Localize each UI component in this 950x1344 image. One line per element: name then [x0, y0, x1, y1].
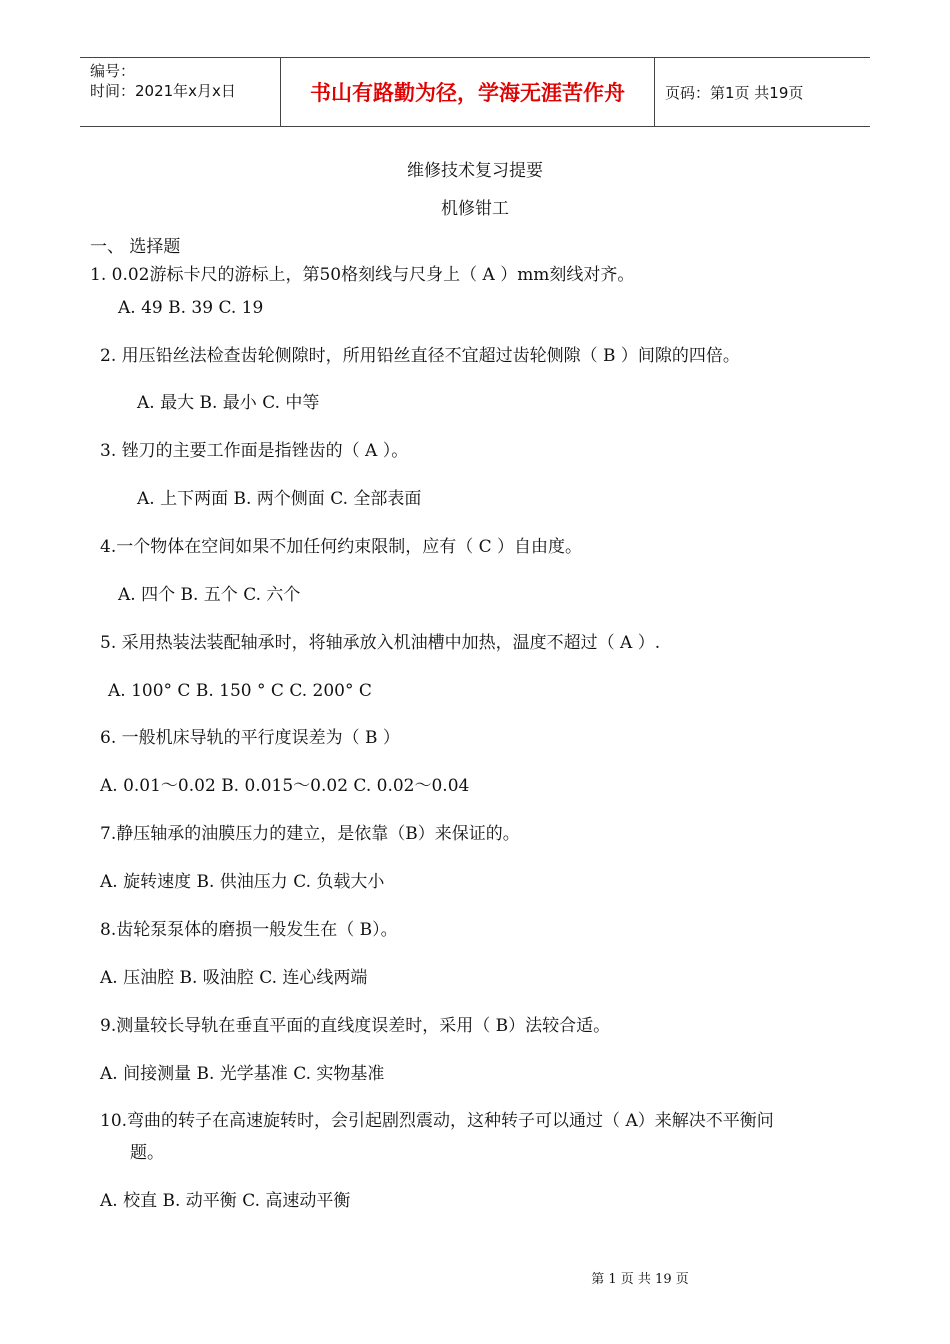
options-line: A. 旋转速度 B. 供油压力 C. 负载大小	[100, 872, 385, 892]
options-line: A. 上下两面 B. 两个侧面 C. 全部表面	[137, 489, 422, 509]
options-line: A. 0.01～0.02 B. 0.015～0.02 C. 0.02～0.04	[100, 776, 470, 796]
options-line: A. 间接测量 B. 光学基准 C. 实物基准	[100, 1064, 385, 1084]
section-heading: 一、 选择题	[90, 237, 181, 257]
question-line: 3. 锉刀的主要工作面是指锉齿的（ A ）。	[100, 441, 409, 461]
question-line: 4.一个物体在空间如果不加任何约束限制，应有（ C ）自由度。	[100, 537, 583, 557]
options-line: A. 100° C B. 150 ° C C. 200° C	[108, 681, 372, 701]
header-meta	[80, 58, 281, 126]
question-line: 8.齿轮泵泵体的磨损一般发生在（ B）。	[100, 920, 398, 940]
options-line: A. 49 B. 39 C. 19	[118, 298, 264, 318]
header-motto: 书山有路勤为径，学海无涯苦作舟	[281, 58, 655, 126]
question-line: 7.静压轴承的油膜压力的建立，是依靠（B）来保证的。	[100, 824, 520, 844]
question-line: 5. 采用热装法装配轴承时，将轴承放入机油槽中加热，温度不超过（ A ）.	[100, 633, 661, 653]
options-line: A. 最大 B. 最小 C. 中等	[137, 393, 320, 413]
question-line: 9.测量较长导轨在垂直平面的直线度误差时，采用（ B）法较合适。	[100, 1016, 611, 1036]
options-line: A. 压油腔 B. 吸油腔 C. 连心线两端	[100, 968, 368, 988]
document-number-label: 编号：	[90, 62, 136, 80]
question-line: 6. 一般机床导轨的平行度误差为（ B ）	[100, 728, 400, 748]
header-page-info: 页码：第1页 共19页	[665, 83, 804, 102]
page-header	[80, 57, 870, 127]
question-line-continued: 题。	[130, 1143, 164, 1163]
options-line: A. 四个 B. 五个 C. 六个	[118, 585, 301, 605]
options-line: A. 校直 B. 动平衡 C. 高速动平衡	[100, 1191, 351, 1211]
question-line: 10.弯曲的转子在高速旋转时，会引起剧烈震动，这种转子可以通过（ A）来解决不平衡问	[100, 1111, 774, 1131]
page-footer	[0, 1268, 950, 1287]
document-title: 维修技术复习提要	[407, 161, 543, 181]
question-line: 2. 用压铅丝法检查齿轮侧隙时，所用铅丝直径不宜超过齿轮侧隙（ B ）间隙的四倍。	[100, 346, 740, 366]
footer-page-number: 第 1 页 共 19 页	[591, 1272, 689, 1287]
document-subtitle: 机修钳工	[441, 199, 509, 219]
document-time-label: 时间：2021年x月x日	[90, 82, 236, 100]
question-line: 1. 0.02游标卡尺的游标上，第50格刻线与尺身上（ A ）mm刻线对齐。	[90, 265, 635, 285]
